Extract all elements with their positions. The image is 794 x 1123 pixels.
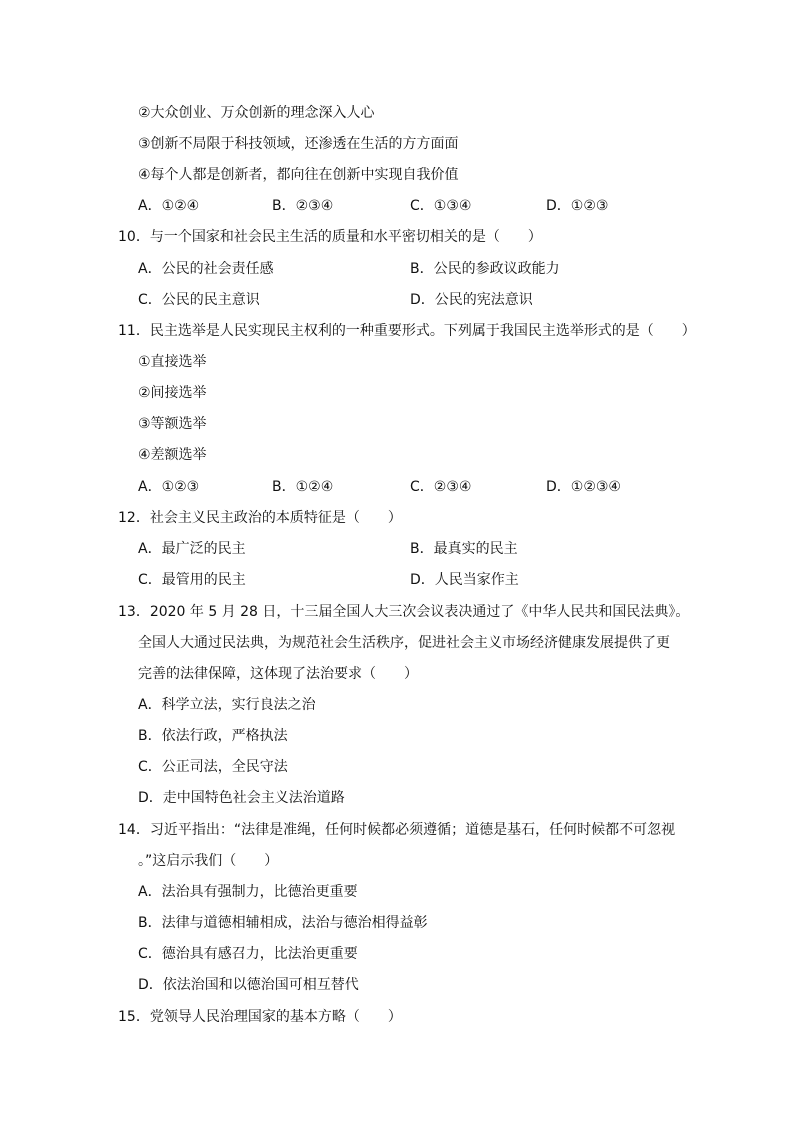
q13-stem-line-2: 全国人大通过民法典，为规范社会生活秩序，促进社会主义市场经济健康发展提供了更 [138, 635, 670, 651]
q12-option-c[interactable]: C．最管用的民主 [138, 572, 246, 588]
q14-option-c[interactable]: C．德治具有感召力，比法治更重要 [138, 946, 358, 962]
q11-item-2: ②间接选举 [138, 385, 207, 401]
q9-item-4: ④每个人都是创新者，都向往在创新中实现自我价值 [138, 167, 459, 183]
q9-option-d[interactable]: D．①②③ [546, 198, 609, 214]
q10-option-d[interactable]: D．公民的宪法意识 [410, 292, 533, 308]
q10-option-b[interactable]: B．公民的参政议政能力 [410, 261, 560, 277]
q12-stem: 12．社会主义民主政治的本质特征是（ ） [118, 510, 402, 526]
q14-stem-line-1: 14．习近平指出：“法律是准绳，任何时候都必须遵循；道德是基石，任何时候都不可忽视 [118, 822, 676, 838]
q9-option-a[interactable]: A．①②④ [138, 198, 200, 214]
q11-option-a[interactable]: A．①②③ [138, 479, 200, 495]
q10-option-c[interactable]: C．公民的民主意识 [138, 292, 260, 308]
q14-option-a[interactable]: A．法治具有强制力，比德治更重要 [138, 884, 358, 900]
q14-stem-line-2: 。”这启示我们（ ） [138, 853, 279, 869]
q9-item-2: ②大众创业、万众创新的理念深入人心 [138, 105, 375, 121]
q11-option-c[interactable]: C．②③④ [410, 479, 472, 495]
q9-option-c[interactable]: C．①③④ [410, 198, 472, 214]
q9-option-b[interactable]: B．②③④ [272, 198, 334, 214]
q14-option-b[interactable]: B．法律与道德相辅相成，法治与德治相得益彰 [138, 915, 428, 931]
q13-option-c[interactable]: C．公正司法，全民守法 [138, 759, 288, 775]
q15-stem: 15．党领导人民治理国家的基本方略（ ） [118, 1009, 402, 1025]
q14-option-d[interactable]: D．依法治国和以德治国可相互替代 [138, 977, 359, 993]
q10-option-a[interactable]: A．公民的社会责任感 [138, 261, 274, 277]
q13-option-a[interactable]: A．科学立法，实行良法之治 [138, 697, 316, 713]
q11-item-3: ③等额选举 [138, 416, 207, 432]
q10-stem: 10．与一个国家和社会民主生活的质量和水平密切相关的是（ ） [118, 229, 542, 245]
q13-option-d[interactable]: D．走中国特色社会主义法治道路 [138, 790, 345, 806]
q13-stem-line-3: 完善的法律保障，这体现了法治要求（ ） [138, 666, 418, 682]
q13-stem-line-1: 13．2020 年 5 月 28 日，十三届全国人大三次会议表决通过了《中华人民共和国民法典》。 [118, 604, 690, 620]
q11-option-d[interactable]: D．①②③④ [546, 479, 621, 495]
q11-stem: 11．民主选举是人民实现民主权利的一种重要形式。下列属于我国民主选举形式的是（ ） [118, 323, 696, 339]
q11-item-4: ④差额选举 [138, 447, 207, 463]
q13-option-b[interactable]: B．依法行政，严格执法 [138, 728, 288, 744]
q12-option-b[interactable]: B．最真实的民主 [410, 541, 518, 557]
q12-option-d[interactable]: D．人民当家作主 [410, 572, 519, 588]
q9-item-3: ③创新不局限于科技领域，还渗透在生活的方方面面 [138, 136, 459, 152]
q12-option-a[interactable]: A．最广泛的民主 [138, 541, 246, 557]
q11-item-1: ①直接选举 [138, 354, 207, 370]
q11-option-b[interactable]: B．①②④ [272, 479, 334, 495]
